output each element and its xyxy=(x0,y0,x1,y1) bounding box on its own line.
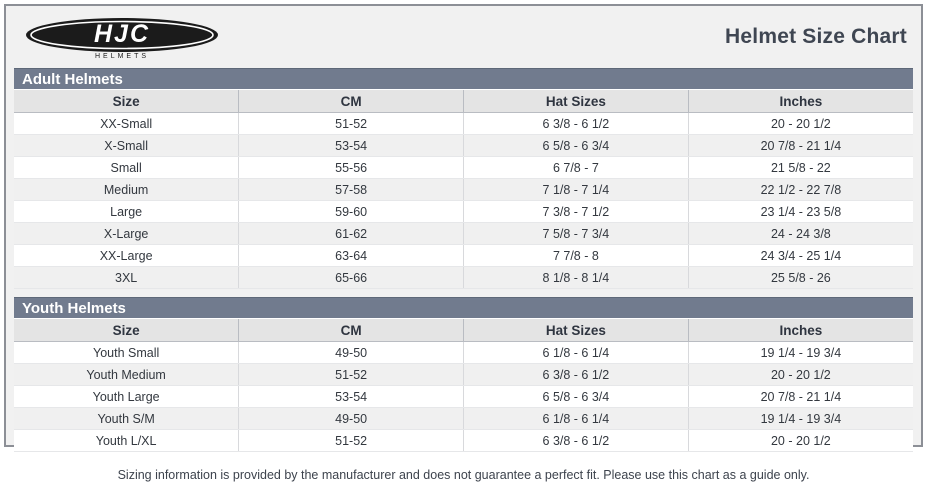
cell-cm: 51-52 xyxy=(239,430,464,452)
cell-size: XX-Small xyxy=(14,113,239,135)
cell-hat: 6 5/8 - 6 3/4 xyxy=(464,135,689,157)
cell-cm: 53-54 xyxy=(239,386,464,408)
cell-size: Medium xyxy=(14,179,239,201)
chart-body xyxy=(6,68,921,452)
cell-size: Youth Large xyxy=(14,386,239,408)
cell-cm: 51-52 xyxy=(239,113,464,135)
cell-inches: 20 7/8 - 21 1/4 xyxy=(688,386,913,408)
cell-size: Youth S/M xyxy=(14,408,239,430)
column-header-inches: Inches xyxy=(688,319,913,342)
cell-hat: 8 1/8 - 8 1/4 xyxy=(464,267,689,289)
table-row xyxy=(14,430,913,452)
cell-hat: 6 1/8 - 6 1/4 xyxy=(464,408,689,430)
cell-size: X-Small xyxy=(14,135,239,157)
table-row xyxy=(14,223,913,245)
table-row xyxy=(14,342,913,364)
svg-text:HJC: HJC xyxy=(93,20,151,48)
cell-inches: 20 7/8 - 21 1/4 xyxy=(688,135,913,157)
table-row xyxy=(14,113,913,135)
cell-cm: 61-62 xyxy=(239,223,464,245)
cell-cm: 49-50 xyxy=(239,408,464,430)
cell-cm: 65-66 xyxy=(239,267,464,289)
youth-helmets-table xyxy=(14,319,913,452)
column-header-size: Size xyxy=(14,90,239,113)
cell-size: Youth L/XL xyxy=(14,430,239,452)
cell-size: XX-Large xyxy=(14,245,239,267)
cell-size: Small xyxy=(14,157,239,179)
cell-size: X-Large xyxy=(14,223,239,245)
cell-inches: 22 1/2 - 22 7/8 xyxy=(688,179,913,201)
cell-size: Large xyxy=(14,201,239,223)
cell-hat: 6 3/8 - 6 1/2 xyxy=(464,430,689,452)
cell-size: Youth Small xyxy=(14,342,239,364)
footnote-text: Sizing information is provided by the manufacturer and does not guarantee a perfect fit. Please use this chart as a guide only. xyxy=(117,468,810,482)
cell-hat: 7 3/8 - 7 1/2 xyxy=(464,201,689,223)
cell-cm: 51-52 xyxy=(239,364,464,386)
cell-hat: 6 1/8 - 6 1/4 xyxy=(464,342,689,364)
table-header-row xyxy=(14,319,913,342)
column-header-hat-sizes: Hat Sizes xyxy=(464,90,689,113)
cell-inches: 24 3/4 - 25 1/4 xyxy=(688,245,913,267)
cell-inches: 20 - 20 1/2 xyxy=(688,364,913,386)
cell-cm: 55-56 xyxy=(239,157,464,179)
cell-hat: 7 1/8 - 7 1/4 xyxy=(464,179,689,201)
cell-hat: 6 5/8 - 6 3/4 xyxy=(464,386,689,408)
table-row xyxy=(14,408,913,430)
table-row xyxy=(14,267,913,289)
table-row xyxy=(14,179,913,201)
table-row xyxy=(14,201,913,223)
cell-cm: 57-58 xyxy=(239,179,464,201)
cell-inches: 20 - 20 1/2 xyxy=(688,430,913,452)
cell-size: 3XL xyxy=(14,267,239,289)
column-header-cm: CM xyxy=(239,90,464,113)
cell-hat: 6 3/8 - 6 1/2 xyxy=(464,364,689,386)
chart-header xyxy=(6,6,921,68)
cell-inches: 19 1/4 - 19 3/4 xyxy=(688,408,913,430)
column-header-cm: CM xyxy=(239,319,464,342)
table-row xyxy=(14,245,913,267)
cell-cm: 53-54 xyxy=(239,135,464,157)
section-band-youth: Youth Helmets xyxy=(14,297,913,319)
cell-hat: 7 7/8 - 8 xyxy=(464,245,689,267)
section-band-adult: Adult Helmets xyxy=(14,68,913,90)
cell-inches: 25 5/8 - 26 xyxy=(688,267,913,289)
cell-inches: 20 - 20 1/2 xyxy=(688,113,913,135)
cell-hat: 6 7/8 - 7 xyxy=(464,157,689,179)
cell-size: Youth Medium xyxy=(14,364,239,386)
chart-frame xyxy=(4,4,923,482)
cell-inches: 21 5/8 - 22 xyxy=(688,157,913,179)
hjc-helmets-logo xyxy=(24,13,220,61)
section-spacer xyxy=(14,289,913,297)
table-row xyxy=(14,386,913,408)
cell-cm: 49-50 xyxy=(239,342,464,364)
table-row xyxy=(14,364,913,386)
cell-inches: 23 1/4 - 23 5/8 xyxy=(688,201,913,223)
svg-text:HELMETS: HELMETS xyxy=(94,53,150,60)
adult-helmets-table xyxy=(14,90,913,289)
column-header-inches: Inches xyxy=(688,90,913,113)
table-row xyxy=(14,157,913,179)
cell-hat: 7 5/8 - 7 3/4 xyxy=(464,223,689,245)
cell-cm: 59-60 xyxy=(239,201,464,223)
cell-hat: 6 3/8 - 6 1/2 xyxy=(464,113,689,135)
cell-inches: 24 - 24 3/8 xyxy=(688,223,913,245)
column-header-hat-sizes: Hat Sizes xyxy=(464,319,689,342)
table-header-row xyxy=(14,90,913,113)
column-header-size: Size xyxy=(14,319,239,342)
cell-inches: 19 1/4 - 19 3/4 xyxy=(688,342,913,364)
page-title: Helmet Size Chart xyxy=(725,25,907,48)
table-row xyxy=(14,135,913,157)
cell-cm: 63-64 xyxy=(239,245,464,267)
